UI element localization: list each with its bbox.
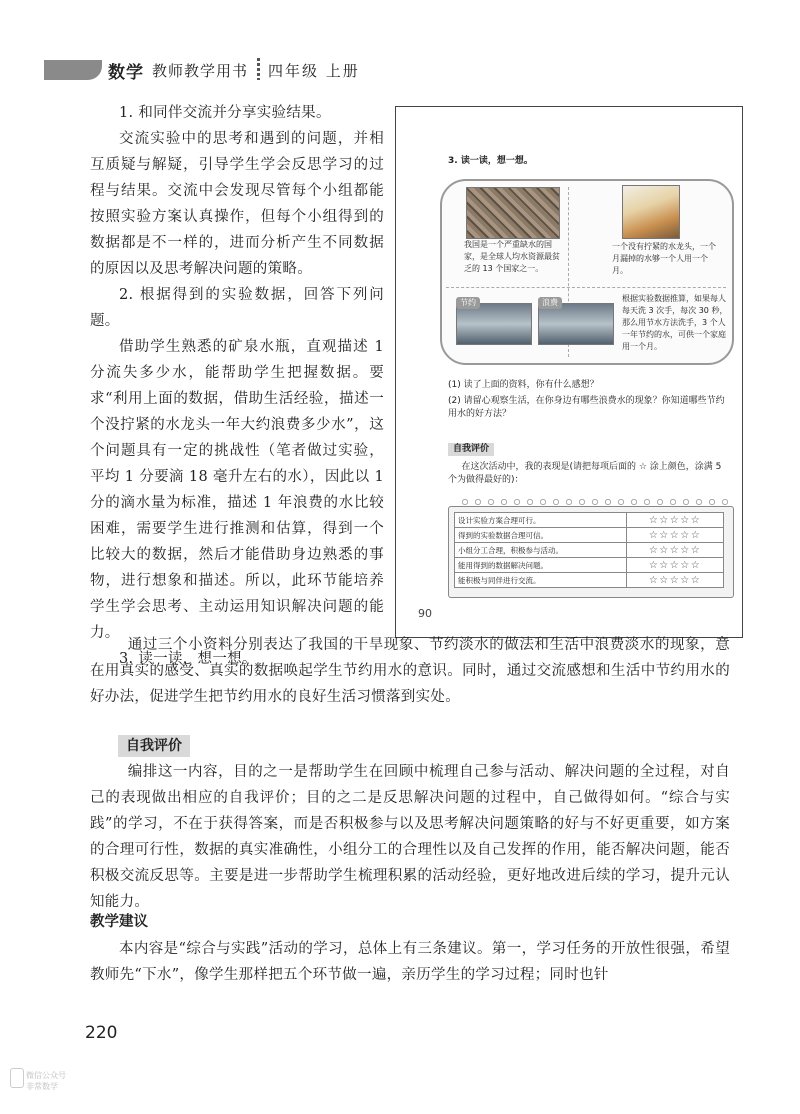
save-tag: 节约	[456, 297, 480, 309]
watermark	[10, 1062, 90, 1098]
table-row	[455, 543, 724, 558]
watermark-text: 微信公众号 非常数学	[26, 1071, 66, 1091]
star-rating[interactable]: ☆☆☆☆☆	[627, 528, 724, 543]
dripping-tap-photo	[622, 185, 680, 239]
star-rating[interactable]: ☆☆☆☆☆	[627, 543, 724, 558]
self-eval-heading: 自我评价	[118, 735, 190, 757]
question-1: (1) 读了上面的资料，你有什么感想？	[448, 380, 599, 390]
self-eval-table	[454, 512, 724, 588]
question-2: (2) 请留心观察生活，在你身边有哪些浪费水的现象？你知道哪些节约用水的好方法？	[448, 396, 725, 419]
tap-caption: 一个没有拧紧的水龙头，一个月漏掉的水够一个人用一个月。	[612, 242, 716, 275]
cloud-divider	[446, 287, 726, 288]
inset-eval-heading: 自我评价	[448, 443, 494, 456]
header-subject: 数学	[108, 63, 144, 83]
paragraph: 1. 和同伴交流并分享实验结果。	[119, 105, 331, 121]
eval-item: 小组分工合理，积极参与活动。	[455, 543, 627, 558]
paragraph: 交流实验中的思考和遇到的问题，并相互质疑与解疑，引导学生学会反思学习的过程与结果。交流中会发现尽管每个小组都能按照实验方案认真操作，但每个小组得到的数据都是不一样的，进而分析产生不同数据的原因以及思考解决问题的策略。	[90, 131, 384, 277]
reading-material-cloud	[440, 179, 734, 365]
eval-item: 能用得到的数据解决问题。	[455, 558, 627, 573]
paragraph: 编排这一内容，目的之一是帮助学生在回顾中梳理自己参与活动、解决问题的全过程，对自己的表现做出相应的自我评价；目的之二是反思解决问题的过程中，自己做得如何。“综合与实践”的学习，不在于获得答案，而是否积极参与以及思考解决问题策略的好与不好更重要，如方案的合理可行性，数据的真实准确性，小组分工的合理性以及自己发挥的作用，能否解决问题，能否积极交流反思等。主要是进一步帮助学生梳理积累的活动经验，更好地改进后续的学习，提升元认知能力。	[90, 764, 730, 910]
paragraph: 通过三个小资料分别表达了我国的干旱现象、节约淡水的做法和生活中浪费淡水的现象，意在用真实的感受、真实的数据唤起学生节约用水的意识。同时，通过交流感想和生活中节约用水的好办法，促进学生把节约用水的良好生活习惯落到实处。	[90, 637, 730, 705]
header-book-title: 教师教学用书	[152, 62, 249, 80]
star-rating[interactable]: ☆☆☆☆☆	[627, 573, 724, 588]
star-rating[interactable]: ☆☆☆☆☆	[627, 513, 724, 528]
drought-caption: 我国是一个严重缺水的国家，是全球人均水资源最贫乏的 13 个国家之一。	[464, 240, 560, 273]
save-water-photo	[456, 303, 532, 345]
left-column-text	[90, 100, 384, 672]
page-number: 220	[85, 1023, 118, 1043]
watermark-logo-icon	[10, 1068, 24, 1088]
table-row	[455, 573, 724, 588]
header-grade: 四年级 上册	[268, 62, 360, 80]
full-width-text-2	[90, 759, 730, 915]
teaching-suggestion-heading: 教学建议	[90, 914, 148, 930]
eval-item: 设计实验方案合理可行。	[455, 513, 627, 528]
full-width-text-1	[90, 632, 730, 710]
teaching-suggestion-text	[90, 936, 730, 988]
inset-page-number: 90	[418, 607, 432, 620]
textbook-page-figure	[395, 106, 743, 638]
star-rating[interactable]: ☆☆☆☆☆	[627, 558, 724, 573]
binder-rings	[460, 497, 730, 507]
drought-photo	[466, 187, 560, 239]
table-row	[455, 513, 724, 528]
paragraph: 本内容是“综合与实践”活动的学习，总体上有三条建议。第一，学习任务的开放性很强，希望教师先“下水”，像学生那样把五个环节做一遍，亲历学生的学习过程；同时也针	[90, 941, 730, 983]
wash-caption: 根据实验数据推算，如果每人每天洗 3 次手，每次 30 秒，那么用节水方法洗手，3 个人一年节约的水，可供一个家庭用一个月。	[622, 294, 728, 351]
table-row	[455, 528, 724, 543]
eval-item: 得到的实验数据合理可信。	[455, 528, 627, 543]
table-row	[455, 558, 724, 573]
paragraph: 借助学生熟悉的矿泉水瓶，直观描述 1 分流失多少水，能帮助学生把握数据。要求“利用上面的数据，借助生活经验，描述一个没拧紧的水龙头一年大约浪费多少水”，这个问题具有一定的挑战性（笔者做过实验，平均 1 分要滴 18 毫升左右的水），因此以 1 分的滴水量为标准，描述 1 年浪费的水比较困难，需要学生进行推测和估算，得到一个比较大的数据，然后才能借助身边熟悉的事物，进行想象和描述。所以，此环节能培养学生学会思考、主动运用知识解决问题的能力。	[90, 339, 384, 641]
waste-water-photo	[538, 303, 614, 345]
inset-title: 3. 读一读，想一想。	[448, 156, 533, 166]
eval-item: 能积极与同伴进行交流。	[455, 573, 627, 588]
inset-eval-intro: 在这次活动中，我的表现是(请把每项后面的 ☆ 涂上颜色，涂满 5 个为做得最好的)：	[448, 462, 722, 485]
header-separator	[257, 58, 260, 80]
paragraph: 2. 根据得到的实验数据，回答下列问题。	[90, 287, 384, 329]
header-tab-decoration	[44, 60, 102, 80]
paragraph: 3. 读一读，想一想。	[119, 651, 257, 667]
waste-tag: 浪费	[538, 297, 562, 309]
